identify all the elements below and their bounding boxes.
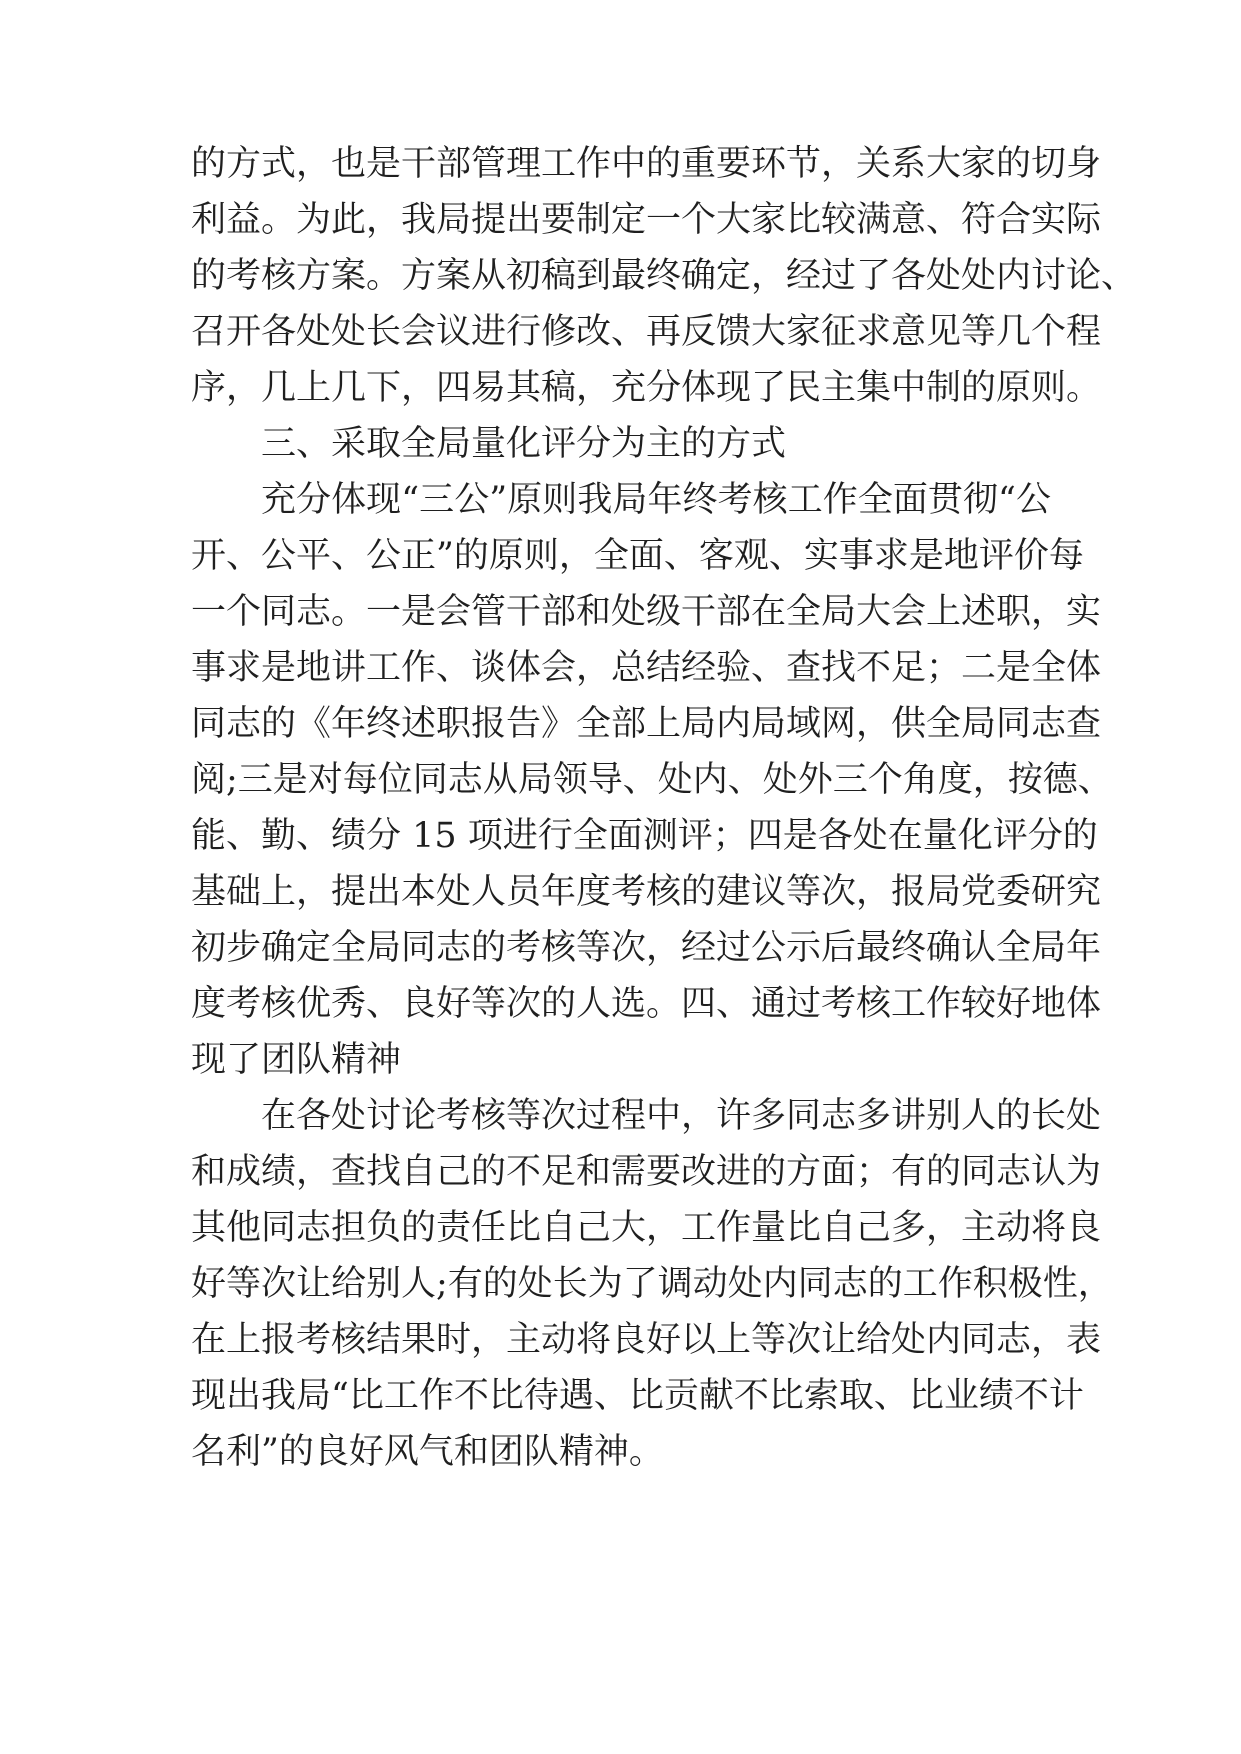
text-line: 开、公平、公正”的原则，全面、客观、实事求是地评价每	[191, 536, 1084, 576]
text-line: 现出我局“比工作不比待遇、比贡献不比索取、比业绩不计	[191, 1376, 1084, 1416]
text-line: 初步确定全局同志的考核等次，经过公示后最终确认全局年	[191, 928, 1102, 968]
text-line: 度考核优秀、良好等次的人选。四、通过考核工作较好地体	[191, 984, 1102, 1024]
text-line: 利益。为此，我局提出要制定一个大家比较满意、符合实际	[191, 200, 1102, 240]
text-line: 召开各处处长会议进行修改、再反馈大家征求意见等几个程	[191, 312, 1102, 352]
text-line: 好等次让给别人;有的处长为了调动处内同志的工作积极性，	[191, 1264, 1113, 1304]
text-line: 名利”的良好风气和团队精神。	[191, 1432, 664, 1472]
text-line: 能、勤、绩分 15 项进行全面测评；四是各处在量化评分的	[191, 816, 1098, 856]
text-line: 同志的《年终述职报告》全部上局内局域网，供全局同志查	[191, 704, 1102, 744]
text-line: 在各处讨论考核等次过程中，许多同志多讲别人的长处	[261, 1096, 1102, 1136]
text-line: 在上报考核结果时，主动将良好以上等次让给处内同志，表	[191, 1320, 1102, 1360]
text-line: 序，几上几下，四易其稿，充分体现了民主集中制的原则。	[191, 368, 1102, 408]
text-line: 的方式，也是干部管理工作中的重要环节，关系大家的切身	[191, 144, 1102, 184]
text-line: 阅;三是对每位同志从局领导、处内、处外三个角度，按德、	[191, 760, 1113, 800]
section-heading: 三、采取全局量化评分为主的方式	[261, 424, 787, 464]
text-line: 基础上，提出本处人员年度考核的建议等次，报局党委研究	[191, 872, 1102, 912]
text-line: 事求是地讲工作、谈体会，总结经验、查找不足；二是全体	[191, 648, 1102, 688]
text-line: 一个同志。一是会管干部和处级干部在全局大会上述职，实	[191, 592, 1102, 632]
text-line: 和成绩，查找自己的不足和需要改进的方面；有的同志认为	[191, 1152, 1102, 1192]
text-line: 现了团队精神	[191, 1040, 402, 1080]
text-line: 的考核方案。方案从初稿到最终确定，经过了各处处内讨论、	[191, 256, 1137, 296]
text-line: 其他同志担负的责任比自己大，工作量比自己多，主动将良	[191, 1208, 1102, 1248]
text-line: 充分体现“三公”原则我局年终考核工作全面贯彻“公	[261, 480, 1051, 520]
